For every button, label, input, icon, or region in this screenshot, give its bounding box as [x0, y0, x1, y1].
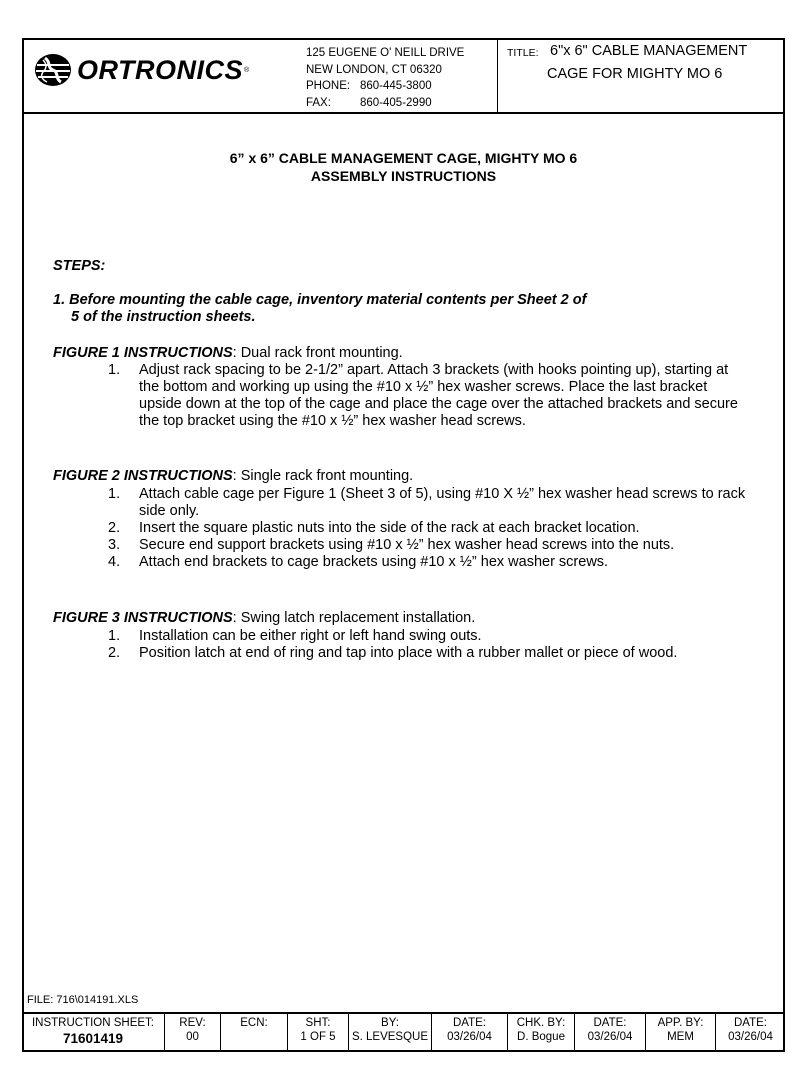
list-item: 2. Insert the square plastic nuts into the side of the rack at each bracket location.	[108, 520, 640, 536]
figure-1-list	[108, 362, 748, 430]
by-cell: BY: S. LEVESQUE	[349, 1014, 432, 1052]
figure-3-list	[108, 628, 748, 662]
list-item: 2. Position latch at end of ring and tap into place with a rubber mallet or piece of wood.	[108, 645, 678, 661]
list-item: 4. Attach end brackets to cage brackets using #10 x ½” hex washer screws.	[108, 554, 609, 570]
rev-cell: REV: 00	[165, 1014, 221, 1052]
file-reference: FILE: 716\014191.XLS	[27, 994, 139, 1006]
ecn-cell: ECN:	[221, 1014, 288, 1052]
title-line-2: CAGE FOR MIGHTY MO 6	[547, 66, 723, 82]
sheet-cell: SHT: 1 OF 5	[288, 1014, 349, 1052]
header-vertical-divider	[497, 38, 498, 114]
checked-by-cell: CHK. BY: D. Bogue	[508, 1014, 575, 1052]
list-item: 1. Installation can be either right or left hand swing outs.	[108, 628, 482, 644]
instruction-sheet-cell: INSTRUCTION SHEET: 71601419	[22, 1014, 165, 1052]
fax-line: FAX: 860-405-2990	[306, 96, 432, 109]
list-item: 3. Secure end support brackets using #10 x ½” hex washer head screws into the nuts.	[108, 537, 675, 553]
check-date-cell: DATE: 03/26/04	[575, 1014, 646, 1052]
header-divider	[22, 112, 785, 114]
figure-2-list	[108, 486, 748, 571]
title-block-table	[22, 1012, 785, 1052]
phone-line: PHONE: 860-445-3800	[306, 80, 432, 92]
globe-logo-icon	[33, 52, 73, 88]
list-item: 1. Adjust rack spacing to be 2-1/2” apart. Attach 3 brackets (with hooks pointing up), starting at the bottom and working up using the #10 x ½” hex washer screws. Place the last bracket upside down at the top of the cage and place the cage over the attached brackets and secure the top bracket using the #10 x ½” hex washer head screws.	[108, 362, 738, 429]
approved-by-cell: APP. BY: MEM	[646, 1014, 716, 1052]
document-heading-2: ASSEMBLY INSTRUCTIONS	[310, 168, 497, 184]
step-1: 1. Before mounting the cable cage, inventory material contents per Sheet 2 of 5 of the instruction sheets.	[53, 292, 587, 325]
company-address	[306, 45, 464, 111]
figure-2-heading: FIGURE 2 INSTRUCTIONS: Single rack front mounting.	[53, 468, 414, 484]
date-cell: DATE: 03/26/04	[432, 1014, 508, 1052]
list-item: 1. Attach cable cage per Figure 1 (Sheet 3 of 5), using #10 X ½” hex washer head screws to rack side only.	[108, 486, 746, 519]
address-line-2: NEW LONDON, CT 06320	[306, 63, 442, 76]
company-name: ORTRONICS	[77, 54, 244, 85]
steps-label: STEPS:	[53, 258, 106, 274]
registered-mark: ®	[244, 66, 250, 74]
address-line-1: 125 EUGENE O' NEILL DRIVE	[306, 47, 465, 59]
title-label: TITLE:	[507, 47, 539, 59]
approval-date-cell: DATE: 03/26/04	[728, 1017, 773, 1043]
company-logo	[33, 52, 249, 88]
figure-3-heading: FIGURE 3 INSTRUCTIONS: Swing latch replacement installation.	[53, 610, 476, 626]
figure-1-heading: FIGURE 1 INSTRUCTIONS: Dual rack front mounting.	[53, 345, 403, 361]
document-heading-1: 6” x 6” CABLE MANAGEMENT CAGE, MIGHTY MO 6	[229, 150, 578, 166]
title-line-1: 6"x 6" CABLE MANAGEMENT	[550, 43, 748, 59]
